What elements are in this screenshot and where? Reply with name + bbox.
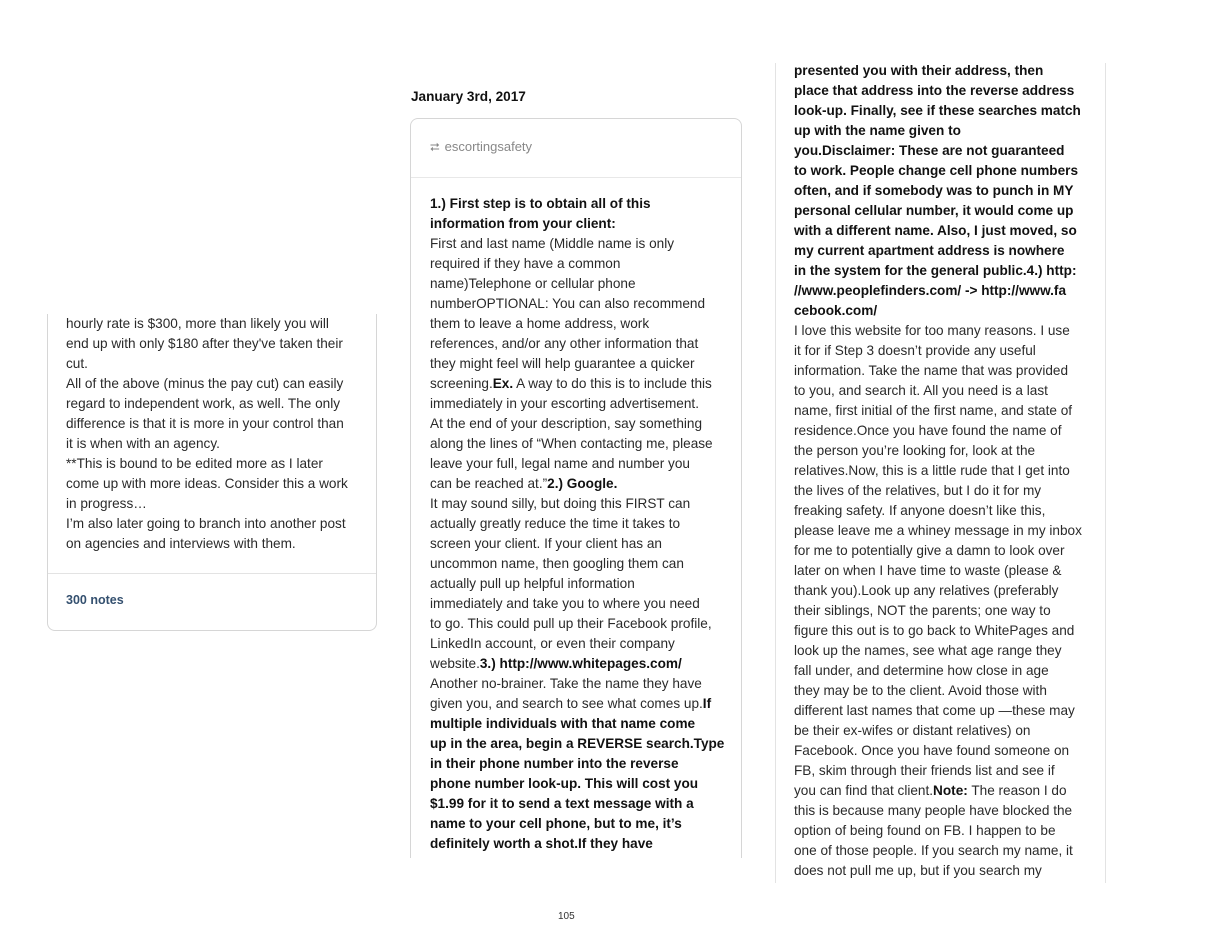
body-text: to go. This could pull up their Facebook profile, (430, 616, 712, 631)
text-line (66, 414, 344, 434)
body-text: end up with only $180 after they've taken their (66, 336, 343, 351)
bold-text: look-up. Finally, see if these searches match (794, 103, 1081, 118)
text-line (430, 534, 662, 554)
reblog-header[interactable] (430, 139, 532, 155)
bold-text: cebook.com/ (794, 303, 878, 318)
text-line (794, 541, 1065, 561)
text-line (430, 514, 680, 534)
text-line (794, 141, 1064, 161)
body-text: the lives of the relatives, but I do it for my (794, 483, 1042, 498)
text-line (66, 474, 348, 494)
text-line (794, 61, 1043, 81)
text-line (430, 634, 675, 654)
body-text: It may sound silly, but doing this FIRST can (430, 496, 691, 511)
bold-text: phone number look-up. This will cost you (430, 776, 699, 791)
body-text: come up with more ideas. Consider this a work (66, 476, 348, 491)
body-text: does not pull me up, but if you search my (794, 863, 1042, 878)
text-line (430, 314, 649, 334)
text-line (794, 521, 1082, 541)
body-text: please leave me a whiney message in my inbox (794, 523, 1082, 538)
text-line (430, 474, 617, 494)
text-line (794, 721, 1030, 741)
text-line (430, 254, 620, 274)
bold-text: information from your client: (430, 216, 616, 231)
body-text: the person you’re looking for, look at the (794, 443, 1036, 458)
body-text: can be reached at.” (430, 476, 548, 491)
bold-text: often, and if somebody was to punch in MY (794, 183, 1074, 198)
text-line (66, 514, 346, 534)
body-text: in progress… (66, 496, 147, 511)
body-text: numberOPTIONAL: You can also recommend (430, 296, 706, 311)
text-line (430, 434, 713, 454)
reblog-icon: ⮂ (430, 140, 440, 154)
body-text: this is because many people have blocked the (794, 803, 1073, 818)
body-text: actually greatly reduce the time it takes to (430, 516, 681, 531)
bold-text: //www.peoplefinders.com/ -> http://www.fa (794, 283, 1067, 298)
body-text: different last names that come up —these may (794, 703, 1075, 718)
text-line (430, 574, 635, 594)
body-text: Another no-brainer. Take the name they have (430, 676, 702, 691)
text-line (430, 454, 690, 474)
text-line (430, 754, 679, 774)
divider (48, 573, 376, 574)
text-line (794, 361, 1068, 381)
text-line (794, 581, 1058, 601)
text-line (794, 321, 1070, 341)
text-line (430, 614, 712, 634)
text-line (430, 294, 705, 314)
text-line (794, 161, 1078, 181)
bold-text: up in the area, begin a REVERSE search.Type (430, 736, 725, 751)
text-line (430, 274, 636, 294)
bold-text: name to your cell phone, but to me, it’s (430, 816, 682, 831)
text-line (794, 101, 1081, 121)
text-line (794, 401, 1072, 421)
text-line (430, 774, 698, 794)
page-number: 105 (558, 911, 575, 922)
text-line (66, 434, 220, 454)
text-line (430, 814, 682, 834)
text-line (430, 414, 702, 434)
body-text: to you, and search it. All you need is a last (794, 383, 1048, 398)
body-text: references, and/or any other information that (430, 336, 699, 351)
bold-text: my current apartment address is nowhere (794, 243, 1065, 258)
body-text: regard to independent work, as well. The only (66, 396, 341, 411)
text-line (794, 481, 1041, 501)
text-line (794, 241, 1064, 261)
body-text: cut. (66, 356, 88, 371)
body-text: given you, and search to see what comes up. (430, 696, 703, 711)
bold-text: $1.99 for it to send a text message with a (430, 796, 694, 811)
bold-text: in the system for the general public.4.) http: (794, 263, 1077, 278)
text-line (66, 374, 343, 394)
text-line (794, 121, 961, 141)
bold-text: presented you with their address, then (794, 63, 1044, 78)
text-line (430, 194, 651, 214)
text-line (794, 261, 1076, 281)
body-text: you can find that client. (794, 783, 934, 798)
text-line (794, 661, 1049, 681)
body-text: residence.Once you have found the name of (794, 423, 1062, 438)
bold-text: 2.) Google. (547, 476, 618, 491)
body-text: figure this out is to go back to WhitePages and (794, 623, 1075, 638)
body-text: First and last name (Middle name is only (430, 236, 675, 251)
bold-text: Ex. (492, 376, 514, 391)
text-line (794, 461, 1070, 481)
text-line (794, 801, 1072, 821)
text-line (794, 441, 1035, 461)
text-line (430, 794, 694, 814)
text-line (66, 534, 296, 554)
body-text: **This is bound to be edited more as I later (66, 456, 323, 471)
text-line (430, 594, 700, 614)
body-text: be their ex-wifes or distant relatives) on (794, 723, 1031, 738)
body-text: they may be to the client. Avoid those with (794, 683, 1047, 698)
body-text: name, first initial of the first name, and state of (794, 403, 1073, 418)
text-line (430, 694, 711, 714)
bold-text: to work. People change cell phone numbers (794, 163, 1079, 178)
body-text: them to leave a home address, work (430, 316, 650, 331)
text-line (794, 841, 1073, 861)
text-line (66, 314, 329, 334)
text-line (430, 374, 712, 394)
bold-text: place that address into the reverse address (794, 83, 1075, 98)
divider (411, 177, 741, 178)
body-text: it is when with an agency. (66, 436, 220, 451)
text-line (430, 214, 616, 234)
body-text: immediately in your escorting advertisement. (430, 396, 699, 411)
text-line (794, 761, 1055, 781)
body-text: relatives.Now, this is a little rude that I get into (794, 463, 1070, 478)
body-text: I love this website for too many reasons. I use (794, 323, 1070, 338)
body-text: difference is that it is more in your control than (66, 416, 344, 431)
body-text: I’m also later going to branch into another post (66, 516, 346, 531)
body-text: it for if Step 3 doesn’t provide any useful (794, 343, 1036, 358)
body-text: Facebook. Once you have found someone on (794, 743, 1070, 758)
body-text: thank you).Look up any relatives (preferably (794, 583, 1059, 598)
bold-text: multiple individuals with that name come (430, 716, 696, 731)
text-line (430, 494, 690, 514)
bold-text: 3.) http://www.whitepages.com/ (479, 656, 682, 671)
reblog-source[interactable]: escortingsafety (444, 139, 533, 154)
body-text: information. Take the name that was provided (794, 363, 1069, 378)
text-line (430, 334, 698, 354)
bold-text: in their phone number into the reverse (430, 756, 679, 771)
post-date: January 3rd, 2017 (411, 89, 526, 104)
body-text: actually pull up helpful information (430, 576, 635, 591)
text-line (794, 281, 1066, 301)
text-line (794, 861, 1042, 881)
bold-text: 1.) First step is to obtain all of this (430, 196, 651, 211)
text-line (430, 354, 694, 374)
bold-text: Note: (933, 783, 968, 798)
text-line (794, 681, 1047, 701)
text-line (794, 601, 1051, 621)
text-line (430, 394, 699, 414)
text-line (794, 221, 1077, 241)
body-text: for me to potentially give a damn to look over (794, 543, 1065, 558)
body-text: LinkedIn account, or even their company (430, 636, 675, 651)
body-text: leave your full, legal name and number you (430, 456, 690, 471)
body-text: option of being found on FB. I happen to be (794, 823, 1056, 838)
body-text: later on when I have time to waste (please & (794, 563, 1062, 578)
text-line (430, 654, 682, 674)
text-line (794, 821, 1056, 841)
text-line (794, 641, 1062, 661)
text-line (794, 781, 1067, 801)
text-line (430, 834, 653, 854)
bold-text: you.Disclaimer: These are not guaranteed (794, 143, 1065, 158)
body-text: screen your client. If your client has an (430, 536, 662, 551)
body-text: The reason I do (967, 783, 1067, 798)
body-text: along the lines of “When contacting me, please (430, 436, 713, 451)
body-text: on agencies and interviews with them. (66, 536, 296, 551)
text-line (794, 701, 1075, 721)
body-text: uncommon name, then googling them can (430, 556, 684, 571)
body-text: screening. (430, 376, 493, 391)
text-line (794, 741, 1069, 761)
body-text: their siblings, NOT the parents; one way to (794, 603, 1051, 618)
body-text: fall under, and determine how close in age (794, 663, 1049, 678)
body-text: immediately and take you to where you need (430, 596, 700, 611)
body-text: look up the names, see what age range they (794, 643, 1062, 658)
bold-text: definitely worth a shot.If they have (430, 836, 653, 851)
text-line (430, 734, 724, 754)
body-text: website. (430, 656, 480, 671)
text-line (66, 494, 147, 514)
text-line (794, 621, 1074, 641)
text-line (794, 81, 1074, 101)
bold-text: up with the name given to (794, 123, 961, 138)
text-line (66, 354, 88, 374)
text-line (794, 301, 877, 321)
text-line (66, 454, 323, 474)
text-line (794, 561, 1062, 581)
bold-text: with a different name. Also, I just moved, so (794, 223, 1077, 238)
text-line (794, 181, 1073, 201)
text-line (66, 394, 340, 414)
text-line (430, 554, 684, 574)
bold-text: personal cellular number, it would come up (794, 203, 1074, 218)
body-text: A way to do this is to include this (513, 376, 712, 391)
text-line (794, 421, 1062, 441)
body-text: one of those people. If you search my name, it (794, 843, 1073, 858)
text-line (794, 501, 1045, 521)
text-line (66, 334, 343, 354)
text-line (430, 234, 674, 254)
body-text: required if they have a common (430, 256, 621, 271)
body-text: freaking safety. If anyone doesn’t like this, (794, 503, 1046, 518)
bold-text: If (702, 696, 712, 711)
body-text: All of the above (minus the pay cut) can easily (66, 376, 344, 391)
text-line (794, 381, 1048, 401)
body-text: name)Telephone or cellular phone (430, 276, 636, 291)
body-text: they might feel will help guarantee a quicker (430, 356, 695, 371)
notes-count-link[interactable]: 300 notes (66, 593, 124, 607)
text-line (430, 674, 702, 694)
text-line (430, 714, 695, 734)
body-text: hourly rate is $300, more than likely you will (66, 316, 329, 331)
text-line (794, 201, 1073, 221)
body-text: At the end of your description, say something (430, 416, 703, 431)
body-text: FB, skim through their friends list and see if (794, 763, 1055, 778)
text-line (794, 341, 1036, 361)
